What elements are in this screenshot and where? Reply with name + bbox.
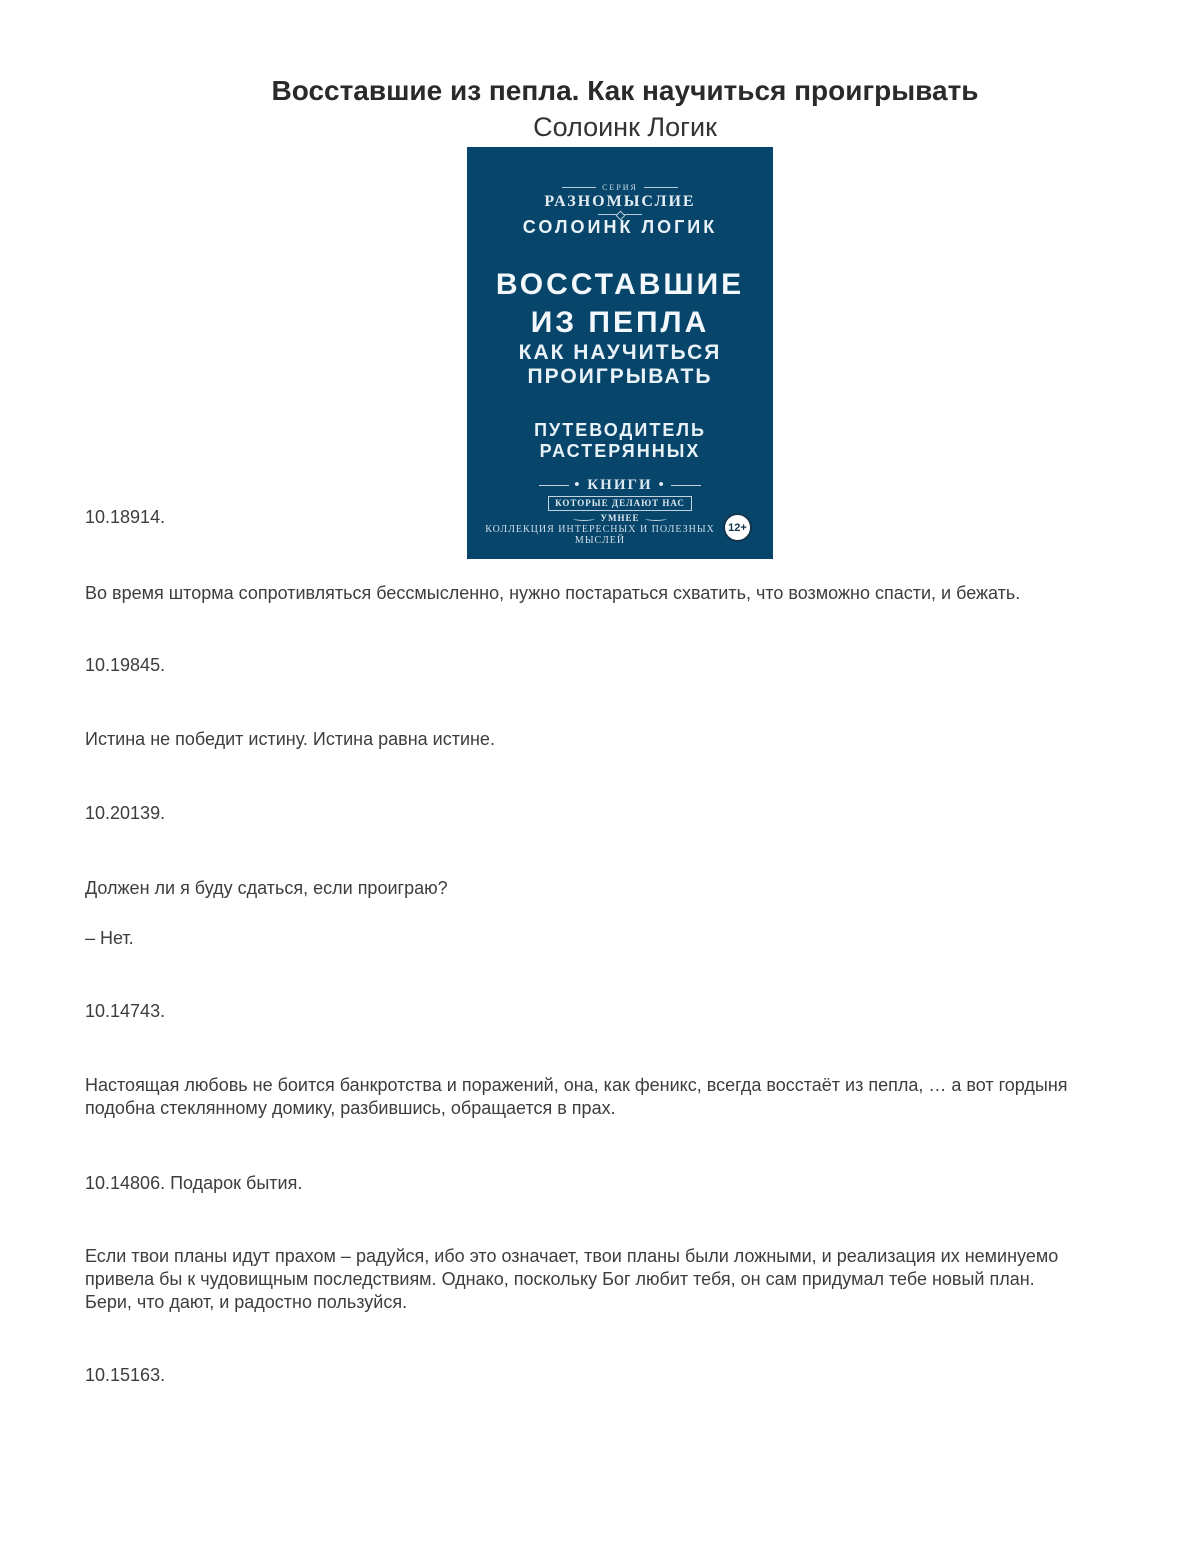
cover-author: СОЛОИНК ЛОГИК <box>522 217 718 237</box>
cover-subtitle-line2: ПРОИГРЫВАТЬ <box>527 365 713 388</box>
entry-number: 10.19845. <box>85 655 166 675</box>
cover-series-label-row <box>467 183 773 192</box>
cover-subtitle-line1: КАК НАУЧИТЬСЯ <box>518 341 722 364</box>
entry-text <box>85 1074 1165 1120</box>
entry-text <box>85 728 1165 751</box>
entry-number: 10.14743. <box>85 1001 166 1021</box>
age-rating-badge: 12+ <box>723 513 752 542</box>
entry-number: 10.15163. <box>85 1365 166 1385</box>
cover-title <box>467 266 773 342</box>
entry-text-line: подобна стеклянному домику, разбившись, обращается в прах. <box>85 1098 616 1118</box>
cover-tagline-line1: ПУТЕВОДИТЕЛЬ <box>534 420 706 440</box>
entry-number: 10.20139. <box>85 803 166 823</box>
entry-text-line: Если твои планы идут прахом – радуйся, ибо это означает, твои планы были ложными, и реализация их неминуемо <box>85 1246 1059 1266</box>
decorative-rule <box>644 187 678 188</box>
flourish-ornament <box>598 214 642 215</box>
entry-text-line: привела бы к чудовищным последствиям. Однако, поскольку Бог любит тебя, он сам придумал тебе новый план. <box>85 1269 1035 1289</box>
page-title: Восставшие из пепла. Как научиться проигрывать <box>271 75 979 106</box>
emblem-line3: УМНЕЕ <box>600 513 640 523</box>
emblem-line2: КОТОРЫЕ ДЕЛАЮТ НАС <box>548 496 692 511</box>
decorative-rule <box>671 485 701 486</box>
entry-text <box>85 877 1165 900</box>
entry-text <box>85 582 1165 605</box>
cover-title-line1: ВОССТАВШИЕ <box>495 268 745 301</box>
cover-series-name: РАЗНОМЫСЛИЕ <box>544 193 696 210</box>
entry-text-line: Должен ли я буду сдаться, если проиграю? <box>85 878 448 898</box>
decorative-rule <box>539 485 569 486</box>
book-cover-image <box>467 147 773 559</box>
entry-text-line: Бери, что дают, и радостно пользуйся. <box>85 1292 408 1312</box>
entry-text <box>85 1245 1165 1314</box>
cover-title-line2: ИЗ ПЕПЛА <box>530 306 710 339</box>
cover-tagline-line2: РАСТЕРЯННЫХ <box>539 441 701 461</box>
cover-series-logo <box>467 183 773 215</box>
cover-tagline <box>467 420 773 462</box>
emblem-title-row <box>467 477 773 494</box>
entry-number: 10.18914. <box>85 507 166 527</box>
decorative-rule <box>562 187 596 188</box>
cover-subtitle <box>467 341 773 389</box>
entry-number: 10.14806. Подарок бытия. <box>85 1173 303 1193</box>
entry-text <box>85 927 1165 950</box>
entry-text-line: Во время шторма сопротивляться бессмысленно, нужно постараться схватить, что возможно спасти, и бежать. <box>85 583 1021 603</box>
entry-text-line: Настоящая любовь не боится банкротства и поражений, она, как феникс, всегда восстаёт из пепла, … а вот гордыня <box>85 1075 1068 1095</box>
entry-text-line: Истина не победит истину. Истина равна истине. <box>85 729 495 749</box>
emblem-title: • КНИГИ • <box>574 477 666 493</box>
page-author: Солоинк Логик <box>533 112 717 142</box>
cover-collection-caption: КОЛЛЕКЦИЯ ИНТЕРЕСНЫХ И ПОЛЕЗНЫХ МЫСЛЕЙ <box>485 524 715 546</box>
entry-text-line: – Нет. <box>85 928 134 948</box>
cover-series-label: СЕРИЯ <box>602 183 638 192</box>
